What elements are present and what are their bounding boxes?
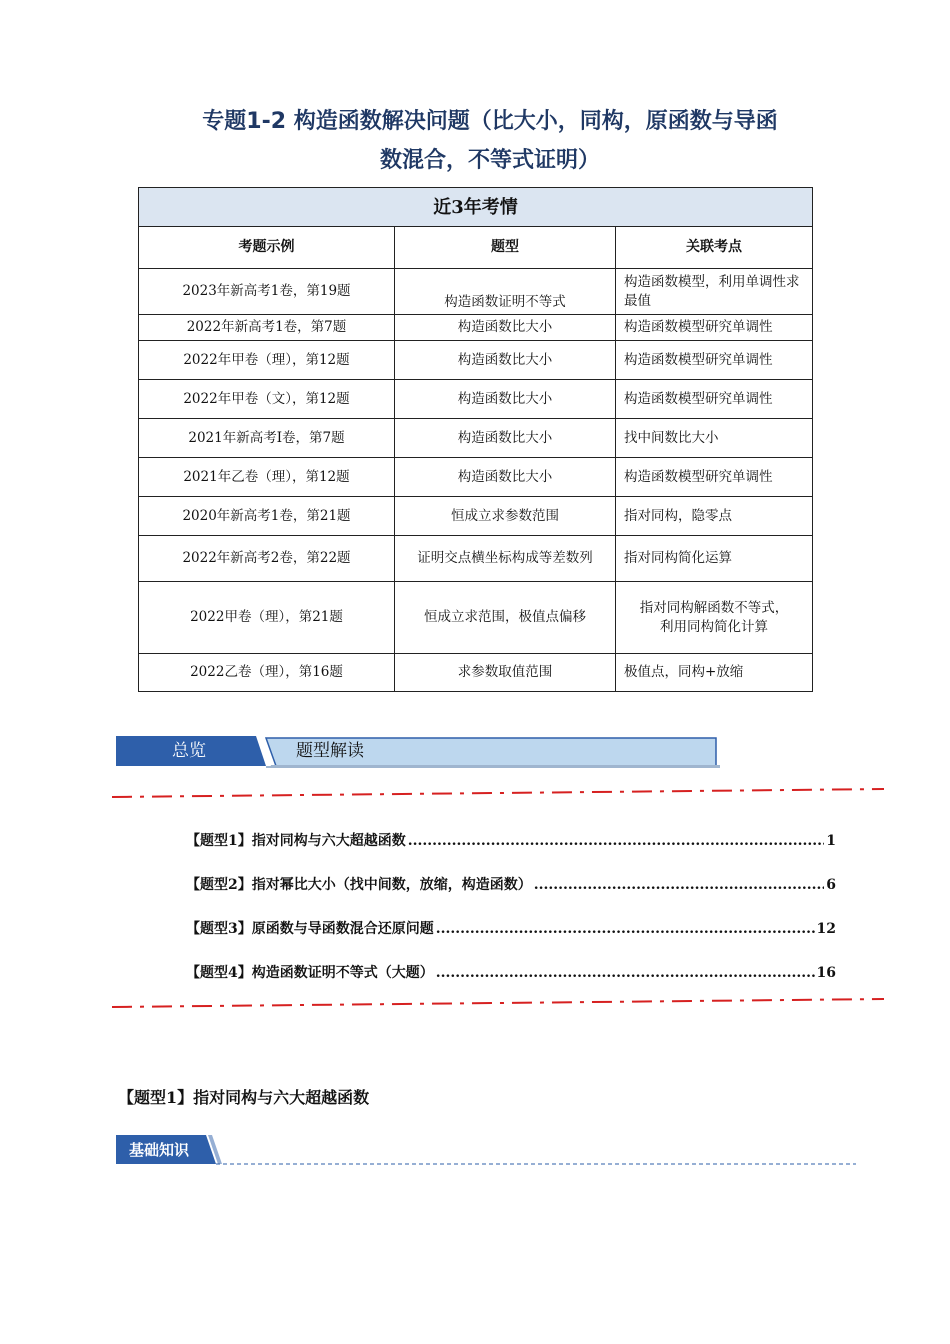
header-example: 考题示例	[139, 227, 395, 269]
row-point-cell: 构造函数模型研究单调性	[616, 341, 813, 380]
row-type-cell: 构造函数比大小	[395, 458, 616, 497]
row-point-cell: 构造函数模型，利用单调性求最值	[616, 269, 813, 315]
table-row	[139, 536, 813, 582]
page-title	[120, 102, 860, 179]
banner-shape	[116, 736, 720, 768]
header-type: 题型	[395, 227, 616, 269]
row-type-cell: 构造函数比大小	[395, 315, 616, 341]
exam-history-table	[138, 187, 813, 692]
row-point-cell: 指对同构简化运算	[616, 536, 813, 582]
row-point-cell: 构造函数模型研究单调性	[616, 315, 813, 341]
toc-item[interactable]: 【题型4】构造函数证明不等式（大题） ..... 16	[186, 962, 836, 982]
row-example-cell: 2021年乙卷（理），第12题	[139, 458, 395, 497]
table-row	[139, 315, 813, 341]
title-line-2: 数混合，不等式证明）	[379, 147, 600, 173]
table-row	[139, 419, 813, 458]
table-row	[139, 458, 813, 497]
divider-bottom	[112, 998, 884, 1008]
table-caption: 近3年考情	[139, 188, 813, 227]
toc-item[interactable]: 【题型3】原函数与导函数混合还原问题 ..... 12	[186, 918, 836, 938]
row-example-cell: 2022年新高考2卷，第22题	[139, 536, 395, 582]
basic-knowledge-shape	[116, 1133, 856, 1167]
table-row	[139, 654, 813, 692]
row-example-cell: 2022年甲卷（文），第12题	[139, 380, 395, 419]
row-type-cell: 恒成立求范围，极值点偏移	[395, 582, 616, 654]
row-type-cell: 构造函数比大小	[395, 341, 616, 380]
row-type-cell: 求参数取值范围	[395, 654, 616, 692]
row-point-cell: 指对同构，隐零点	[616, 497, 813, 536]
divider-top	[112, 788, 884, 798]
row-example-cell: 2022甲卷（理），第21题	[139, 582, 395, 654]
overview-tab: 总览	[172, 741, 206, 761]
basic-knowledge-label: 基础知识	[129, 1141, 190, 1159]
table-row	[139, 497, 813, 536]
row-example-cell: 2022乙卷（理），第16题	[139, 654, 395, 692]
row-point-cell: 极值点，同构+放缩	[616, 654, 813, 692]
row-type-cell: 恒成立求参数范围	[395, 497, 616, 536]
row-example-cell: 2022年甲卷（理），第12题	[139, 341, 395, 380]
basic-knowledge-banner	[116, 1133, 856, 1167]
row-type-cell: 证明交点横坐标构成等差数列	[395, 536, 616, 582]
row-example-cell: 2022年新高考1卷，第7题	[139, 315, 395, 341]
row-point-cell: 指对同构解函数不等式， 利用同构简化计算	[616, 582, 813, 654]
header-point: 关联考点	[616, 227, 813, 269]
row-type-cell: 构造函数比大小	[395, 380, 616, 419]
row-point-cell: 找中间数比大小	[616, 419, 813, 458]
toc-item[interactable]: 【题型2】指对幂比大小（找中间数，放缩，构造函数） ..... 6	[186, 874, 836, 894]
row-example-cell: 2021年新高考Ⅰ卷，第7题	[139, 419, 395, 458]
title-line-1: 专题1-2 构造函数解决问题（比大小，同构，原函数与导函	[202, 108, 778, 134]
toc-item[interactable]: 【题型1】指对同构与六大超越函数 ..... 1	[186, 830, 836, 850]
row-type-cell: 构造函数比大小	[395, 419, 616, 458]
overview-banner	[116, 736, 720, 768]
row-point-cell: 构造函数模型研究单调性	[616, 380, 813, 419]
table-row	[139, 582, 813, 654]
row-point-cell: 构造函数模型研究单调性	[616, 458, 813, 497]
row-type-cell: 构造函数证明不等式	[395, 269, 616, 315]
row-example-cell: 2023年新高考1卷，第19题	[139, 269, 395, 315]
question-types-tab: 题型解读	[296, 741, 364, 761]
row-example-cell: 2020年新高考1卷，第21题	[139, 497, 395, 536]
table-row	[139, 341, 813, 380]
section-heading: 【题型1】指对同构与六大超越函数	[118, 1088, 370, 1107]
table-row	[139, 269, 813, 315]
table-row	[139, 380, 813, 419]
table-header-row	[139, 227, 813, 269]
